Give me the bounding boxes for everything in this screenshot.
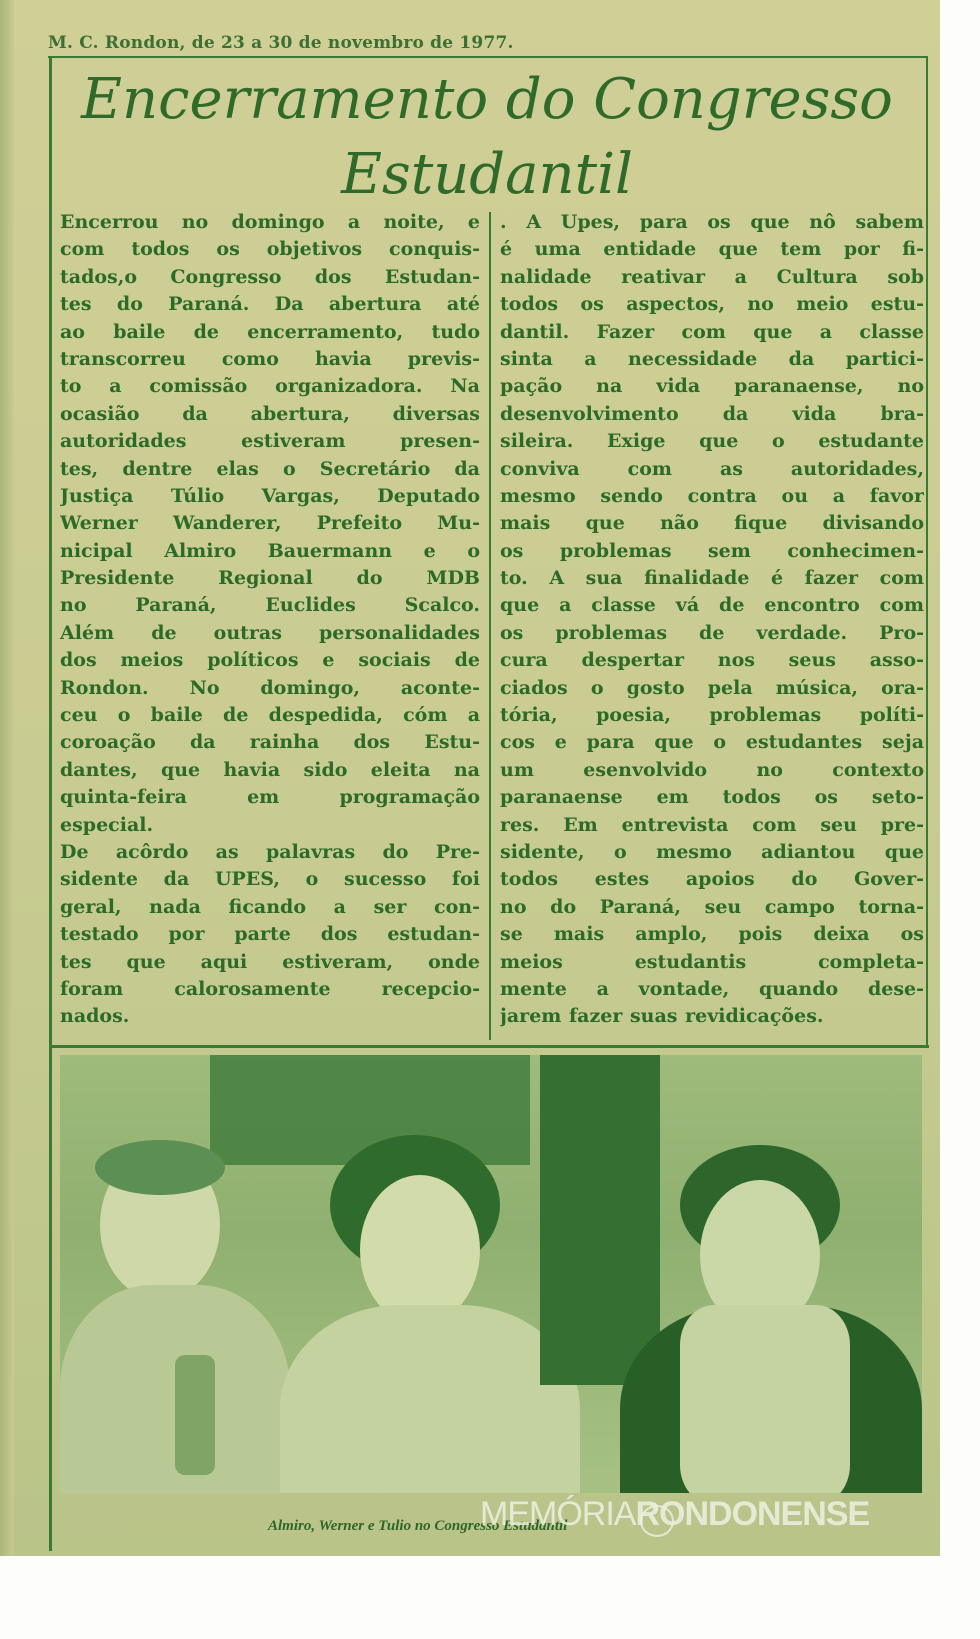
headline-line-1: Encerramento do Congresso (81, 67, 893, 132)
article-line: especial. (60, 813, 154, 836)
article-line: tes, dentre elas o Secretário da (60, 457, 480, 480)
article-line: com todos os objetivos conquis- (60, 238, 480, 261)
dateline: M. C. Rondon, de 23 a 30 de novembro de 1977. (48, 33, 514, 53)
article-line: tes do Paraná. Da abertura até (60, 293, 480, 316)
article-line: foram calorosamente recepcio- (60, 977, 480, 1000)
article-line: coroação da rainha dos Estu- (60, 731, 480, 754)
person-left-hair (95, 1140, 225, 1195)
article-line: cura despertar nos seus asso- (500, 649, 924, 672)
article-column-2 (500, 209, 924, 1031)
article-line: . A Upes, para os que nô sabem (500, 211, 924, 233)
article-line: tória, poesia, problemas políti- (500, 704, 924, 727)
article-line: nicipal Almiro Bauermann e o (60, 539, 480, 562)
article-line: quinta-feira em programação (60, 786, 480, 809)
photograph (60, 1055, 922, 1493)
frame-left-border (49, 56, 52, 1551)
article-line: mesmo sendo contra ou a favor (500, 484, 924, 507)
person-standing-background (540, 1055, 660, 1385)
article-line: dos meios políticos e sociais de (60, 649, 480, 672)
article-line: autoridades estiveram presen- (60, 430, 480, 453)
article-line: todos os aspectos, no meio estu- (500, 293, 924, 316)
article-line: mente a vontade, quando dese- (500, 977, 924, 1000)
article-line: Werner Wanderer, Prefeito Mu- (60, 512, 480, 535)
article-line: De acôrdo as palavras do Pre- (60, 840, 480, 863)
article-line: Rondon. No domingo, aconte- (60, 676, 480, 699)
page-edge (0, 0, 14, 1556)
article-line: ciados o gosto pela música, ora- (500, 676, 924, 699)
article-column-1 (60, 209, 480, 1031)
article-line: Presidente Regional do MDB (60, 567, 480, 590)
person-right-collar (680, 1305, 850, 1493)
person-center-head (360, 1175, 480, 1325)
article-line: to. A sua finalidade é fazer com (500, 567, 924, 590)
article-line: Encerrou no domingo a noite, e (60, 211, 480, 233)
column-divider (489, 212, 491, 1040)
article-line: ceu o baile de despedida, cóm a (60, 704, 480, 727)
article-line: ao baile de encerramento, tudo (60, 320, 480, 343)
person-center-body (280, 1305, 580, 1493)
article-line: jarem fazer suas revidicações. (500, 1005, 824, 1028)
article-line: geral, nada ficando a ser con- (60, 895, 480, 918)
article-line: um esenvolvido no contexto (500, 758, 924, 781)
article-line: testado por parte dos estudan- (60, 923, 480, 946)
watermark: MEMÓRIARONDONENSE (480, 1495, 870, 1533)
article-line: ocasião da abertura, diversas (60, 402, 480, 425)
article-line: to a comissão organizadora. Na (60, 375, 480, 398)
article-line: dantes, que havia sido eleita na (60, 758, 480, 781)
article-line: se mais amplo, pois deixa os (500, 923, 924, 946)
article-line: mais que não fique divisando (500, 512, 924, 535)
article-line: nados. (60, 1005, 130, 1028)
article-line: pação na vida paranaense, no (500, 375, 924, 398)
article-line: meios estudantis completa- (500, 950, 924, 973)
article-line: Além de outras personalidades (60, 621, 480, 644)
article-line: desenvolvimento da vida bra- (500, 402, 924, 425)
frame-top-rule (48, 56, 928, 58)
article-line: paranaense em todos os seto- (500, 786, 924, 809)
article-line: res. Em entrevista com seu pre- (500, 813, 924, 836)
article-line: conviva com as autoridades, (500, 457, 924, 480)
article-line: sileira. Exige que o estudante (500, 430, 924, 453)
article-line: transcorreu como havia previs- (60, 347, 480, 370)
article-line: cos e para que o estudantes seja (500, 731, 924, 754)
article-line: os problemas de verdade. Pro- (500, 621, 924, 644)
article-line: no do Paraná, seu campo torna- (500, 895, 924, 918)
headline-line-2: Estudantil (341, 142, 633, 207)
article-line: sidente, o mesmo adiantou que (500, 840, 924, 863)
article-line: que a classe vá de encontro com (500, 594, 924, 617)
article-line: sidente da UPES, o sucesso foi (60, 868, 480, 891)
article-line: no Paraná, Euclides Scalco. (60, 594, 480, 617)
article-line: Justiça Túlio Vargas, Deputado (60, 484, 480, 507)
article-line: é uma entidade que tem por fi- (500, 238, 924, 261)
article-line: sinta a necessidade da partici- (500, 347, 924, 370)
article-line: tados,o Congresso dos Estudan- (60, 265, 480, 288)
photo-top-rule (49, 1045, 929, 1048)
bottle (175, 1355, 215, 1475)
article-line: todos estes apoios do Gover- (500, 868, 924, 891)
article-line: dantil. Fazer com que a classe (500, 320, 924, 343)
article-line: os problemas sem conhecimen- (500, 539, 924, 562)
article-line: tes que aqui estiveram, onde (60, 950, 480, 973)
frame-right-border (926, 56, 928, 1046)
article-line: nalidade reativar a Cultura sob (500, 265, 924, 288)
photo-caption: Almiro, Werner e Tulio no Congresso Estudantil (268, 1518, 568, 1534)
